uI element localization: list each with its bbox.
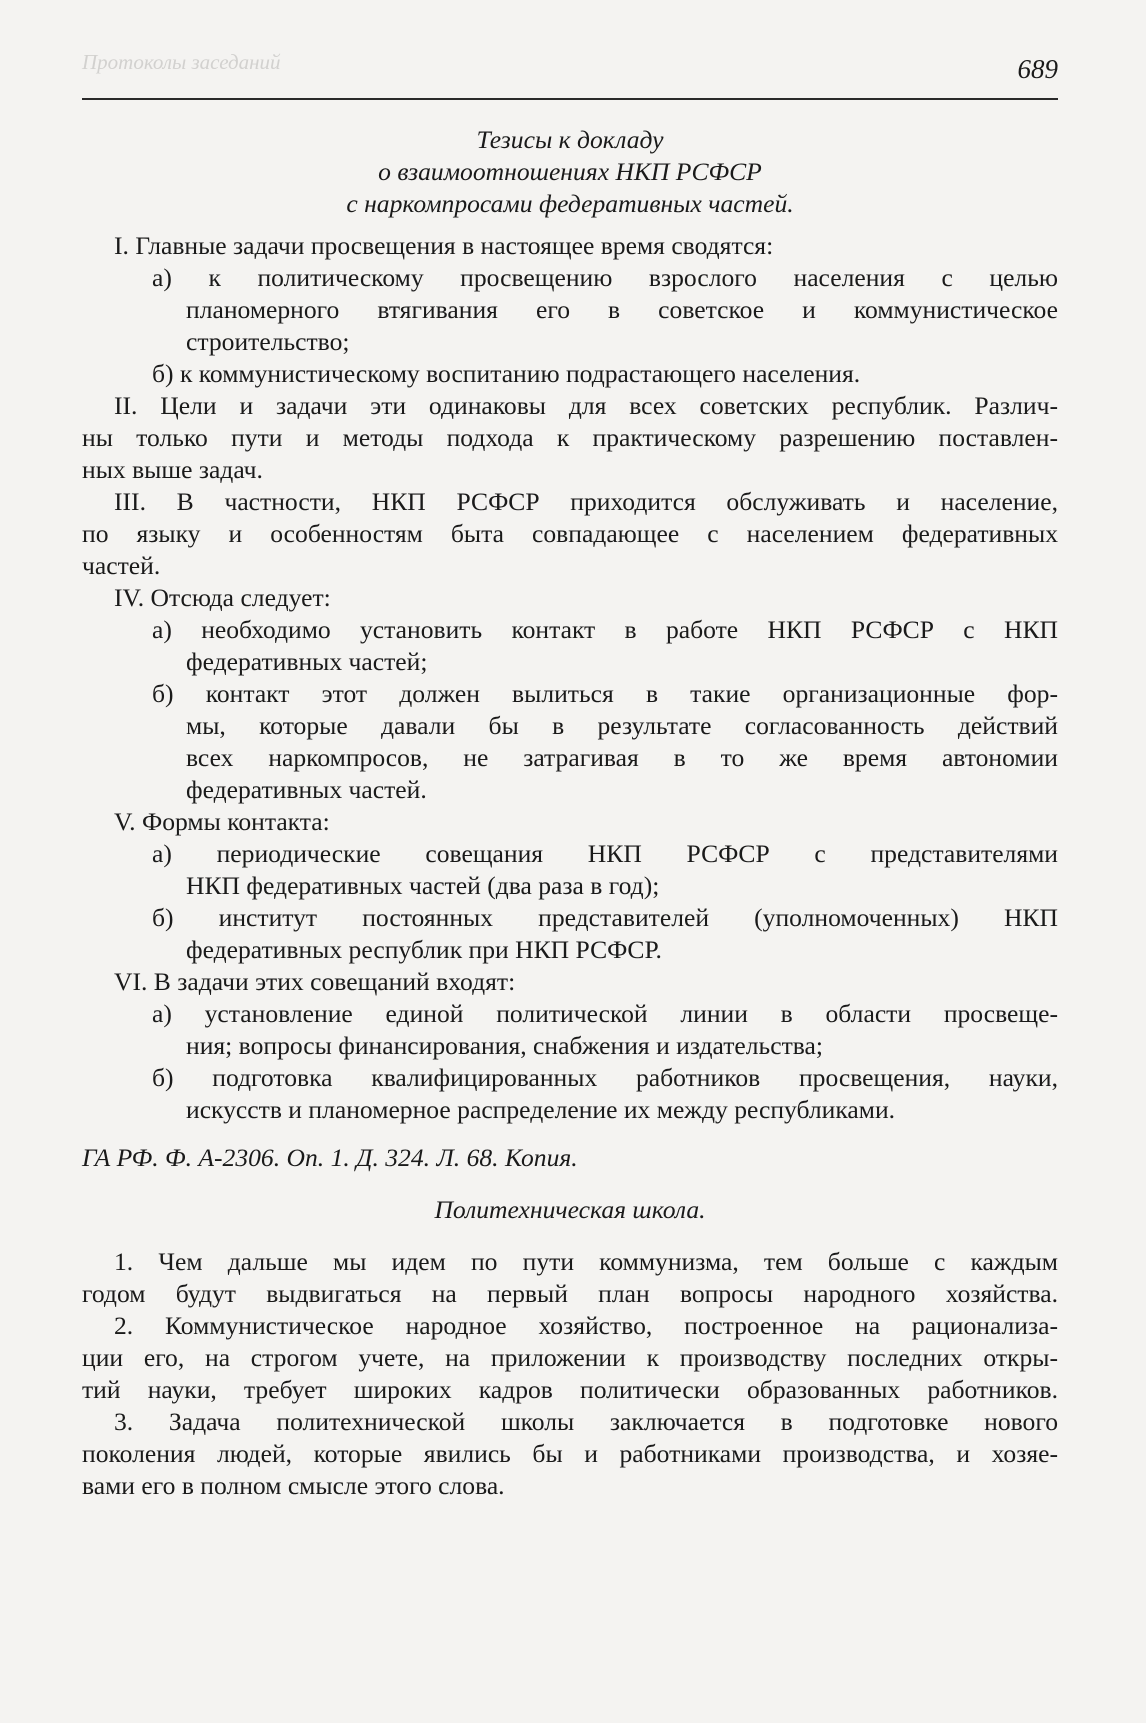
polytech-para-1: 1. Чем дальше мы идем по пути коммунизма, тем больше с каждым (114, 1247, 1058, 1276)
section-6-item-a-cont: ния; вопросы финансирования, снабжения и издательства; (186, 1031, 823, 1060)
section-4-item-a: а) необходимо установить контакт в работе НКП РСФСР с НКП (152, 615, 1058, 644)
theses-title-line: Тезисы к докладу (476, 125, 664, 154)
theses-title-line: о взаимоотношениях НКП РСФСР (378, 157, 762, 186)
header-rule (82, 98, 1058, 100)
section-5-item-b-cont: федеративных республик при НКП РСФСР. (186, 935, 662, 964)
section-3-line: по языку и особенностям быта совпадающее с населением федеративных (82, 519, 1058, 548)
section-5-item-b: б) институт постоянных представителей (уполномоченных) НКП (152, 903, 1058, 932)
section-1-item-a: а) к политическому просвещению взрослого населения с целью (152, 263, 1058, 292)
page-content (82, 124, 1058, 1502)
running-head: Протоколы заседаний (82, 50, 281, 74)
section-5-item-a-cont: НКП федеративных частей (два раза в год); (186, 871, 660, 900)
section-4-heading: IV. Отсюда следует: (114, 583, 331, 612)
polytech-title: Политехническая школа. (434, 1195, 706, 1224)
polytech-para-2-cont: ции его, на строгом учете, на приложении к производству последних откры- (82, 1343, 1058, 1372)
section-1-item-b: б) к коммунистическому воспитанию подрастающего населения. (152, 359, 861, 388)
theses-title-line: с наркомпросами федеративных частей. (346, 189, 794, 218)
archival-source: ГА РФ. Ф. А-2306. Оп. 1. Д. 324. Л. 68. Копия. (82, 1143, 578, 1172)
section-2-line: ных выше задач. (82, 455, 263, 484)
section-3-line: частей. (82, 551, 161, 580)
section-4-item-b: б) контакт этот должен вылиться в такие организационные фор- (152, 679, 1058, 708)
polytech-para-3: 3. Задача политехнической школы заключается в подготовке нового (114, 1407, 1058, 1436)
section-3-line: III. В частности, НКП РСФСР приходится обслуживать и население, (114, 487, 1058, 516)
section-4-item-a-cont: федеративных частей; (186, 647, 428, 676)
polytech-para-3-cont: поколения людей, которые явились бы и работниками производства, и хозяе- (82, 1439, 1058, 1468)
section-5-heading: V. Формы контакта: (114, 807, 330, 836)
polytech-para-1-cont: годом будут выдвигаться на первый план вопросы народного хозяйства. (82, 1279, 1058, 1308)
polytech-para-2-cont: тий науки, требует широких кадров политически образованных работников. (82, 1375, 1058, 1404)
section-1-item-a-cont: строительство; (186, 327, 350, 356)
page-number: 689 (1017, 54, 1058, 84)
section-1-item-a-cont: планомерного втягивания его в советское и коммунистическое (186, 295, 1058, 324)
section-5-item-a: а) периодические совещания НКП РСФСР с представителями (152, 839, 1058, 868)
section-2-line: II. Цели и задачи эти одинаковы для всех советских республик. Различ- (114, 391, 1058, 420)
section-1-heading: I. Главные задачи просвещения в настоящее время сводятся: (114, 231, 774, 260)
section-6-item-b: б) подготовка квалифицированных работников просвещения, науки, (152, 1063, 1058, 1092)
polytech-para-2: 2. Коммунистическое народное хозяйство, построенное на рационализа- (114, 1311, 1058, 1340)
section-6-item-b-cont: искусств и планомерное распределение их между республиками. (186, 1095, 896, 1124)
section-4-item-b-cont: мы, которые давали бы в результате согласованность действий (186, 711, 1058, 740)
theses-title (82, 124, 1058, 220)
section-4-item-b-cont: федеративных частей. (186, 775, 427, 804)
section-4-item-b-cont: всех наркомпросов, не затрагивая в то же время автономии (186, 743, 1058, 772)
section-6-heading: VI. В задачи этих совещаний входят: (114, 967, 516, 996)
section-6-item-a: а) установление единой политической линии в области просвеще- (152, 999, 1058, 1028)
polytech-para-3-cont: вами его в полном смысле этого слова. (82, 1471, 505, 1500)
section-2-line: ны только пути и методы подхода к практическому разрешению поставлен- (82, 423, 1058, 452)
